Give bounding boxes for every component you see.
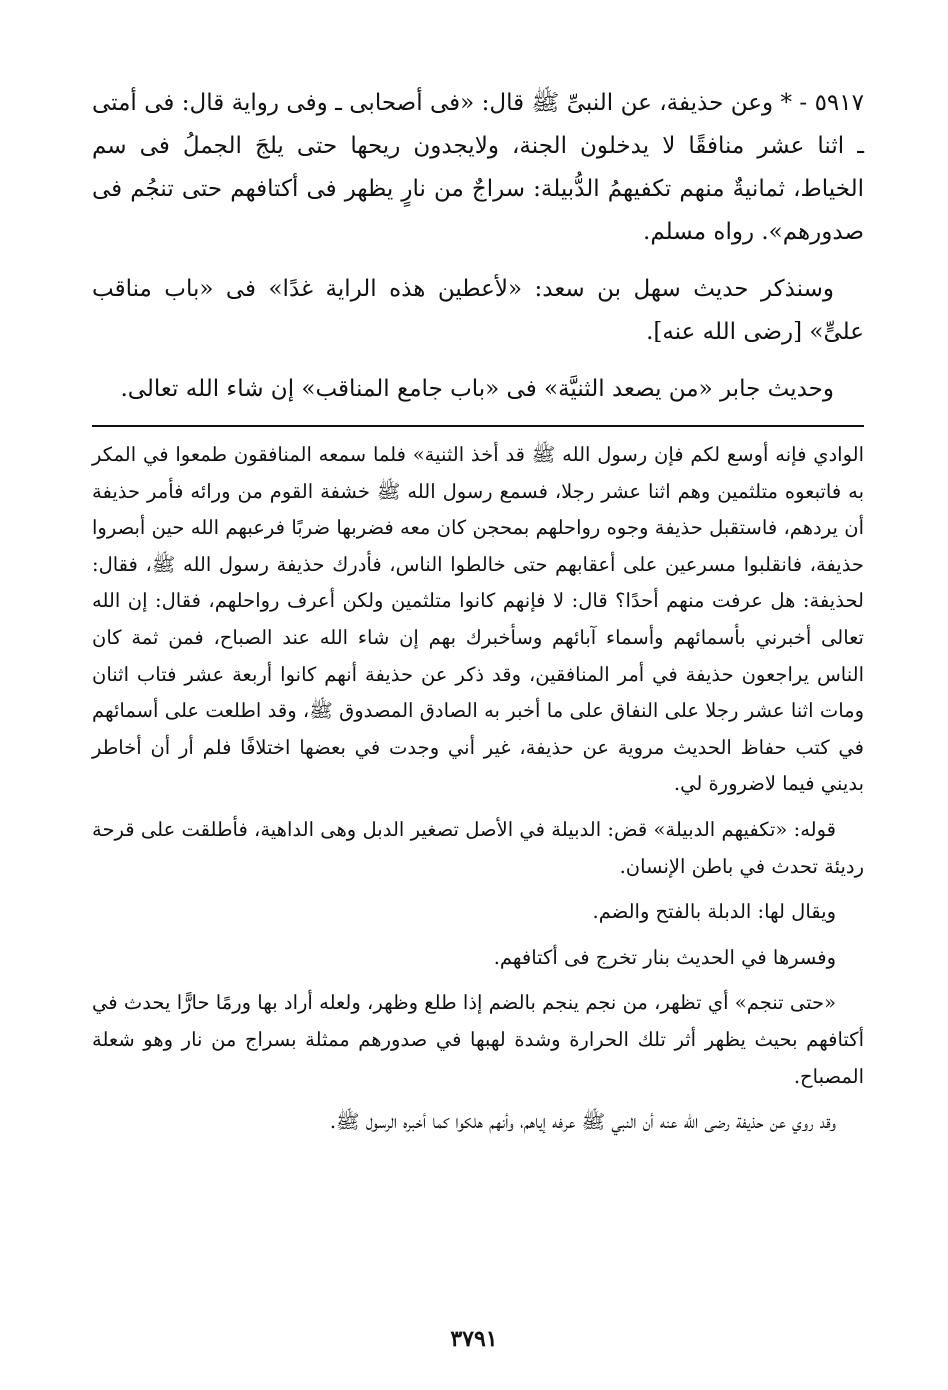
page-number: ٣٧٩١ <box>450 1326 498 1352</box>
commentary-paragraph: وقد روي عن حذيفة رضى الله عنه أن النبي ﷺ عرفه إياهم، وأنهم هلكوا كما أخبره الرسول ﷺ. <box>329 1110 836 1134</box>
commentary-paragraph: وفسرها في الحديث بنار تخرج فى أكتافهم. <box>493 945 836 969</box>
commentary-paragraph: ويقال لها: الدبلة بالفتح والضم. <box>592 900 836 924</box>
commentary-section <box>92 437 864 1141</box>
book-page <box>92 82 864 1372</box>
commentary-paragraph: قوله: «تكفيهم الدبيلة» قض: الدبيلة في الأصل تصغير الدبل وهى الداهية، فأطلقت على قرحة رديئة تحدث في باطن الإنسان. <box>92 817 864 878</box>
cross-reference-note: وسنذكر حديث سهل بن سعد: «لأعطين هذه الراية غدًا» فى «باب مناقب علىٍّ» [رضى الله عنه]. <box>92 276 864 345</box>
commentary-paragraph: الوادي فإنه أوسع لكم فإن رسول الله ﷺ قد أخذ الثنية» فلما سمعه المنافقون طمعوا في المكر به فاتبعوه متلثمين وهم اثنا عشر رجلا، فسمع رسول الله ﷺ خشفة القوم من ورائه فأمر حذيفة أن يردهم، فاستقبل حذيفة وجوه رواحلهم بمحجن كان معه فضربها ضربًا فرعبهم الله حين أبصروا حذيفة، فانقلبوا مسرعين على أعقابهم حتى خالطوا الناس، فأدرك حذيفة رسول الله ﷺ، فقال: لحذيفة: هل عرفت منهم أحدًا؟ قال: لا فإنهم كانوا متلثمين ولكن أعرف رواحلهم، فقال: إن الله تعالى أخبرني بأسمائهم وأسماء آبائهم وسأخبرك بهم إن شاء الله عند الصباح، فمن ثمة كان الناس يراجعون حذيفة في أمر المنافقين، وقد ذكر عن حذيفة أنهم كانوا أربعة عشر فتاب اثنان ومات اثنا عشر رجلا على النفاق على ما أخبر به الصادق المصدوق ﷺ، وقد اطلعت على أسمائهم في كتب حفاظ الحديث مروية عن حذيفة، غير أني وجدت في بعضها اختلافًا فلم أر أن أخاطر بديني فيما لاضرورة لي. <box>92 443 864 796</box>
section-divider <box>92 425 864 427</box>
hadith-section <box>92 82 864 411</box>
commentary-paragraph: «حتى تنجم» أي تظهر، من نجم ينجم بالضم إذا طلع وظهر، ولعله أراد بها ورمًا حارًّا يحدث في أكتافهم بحيث يظهر أثر تلك الحرارة وشدة لهبها في صدورهم ممثلة بسراج من نار وهو شعلة المصباح. <box>92 991 864 1088</box>
hadith-text: ٥٩١٧ - * وعن حذيفة، عن النبىِّ ﷺ قال: «فى أصحابى ـ وفى رواية قال: فى أمتى ـ اثنا عشر منافقًا لا يدخلون الجنة، ولايجدون ريحها حتى يلجَ الجملُ فى سم الخياط، ثمانيةٌ منهم تكفيهمُ الدُّبيلة: سراجٌ من نارٍ يظهر فى أكتافهم حتى تنجُم فى صدورهم». رواه مسلم. <box>92 90 864 245</box>
cross-reference-note: وحديث جابر «من يصعد الثنيَّة» فى «باب جامع المناقب» إن شاء الله تعالى. <box>120 376 834 402</box>
